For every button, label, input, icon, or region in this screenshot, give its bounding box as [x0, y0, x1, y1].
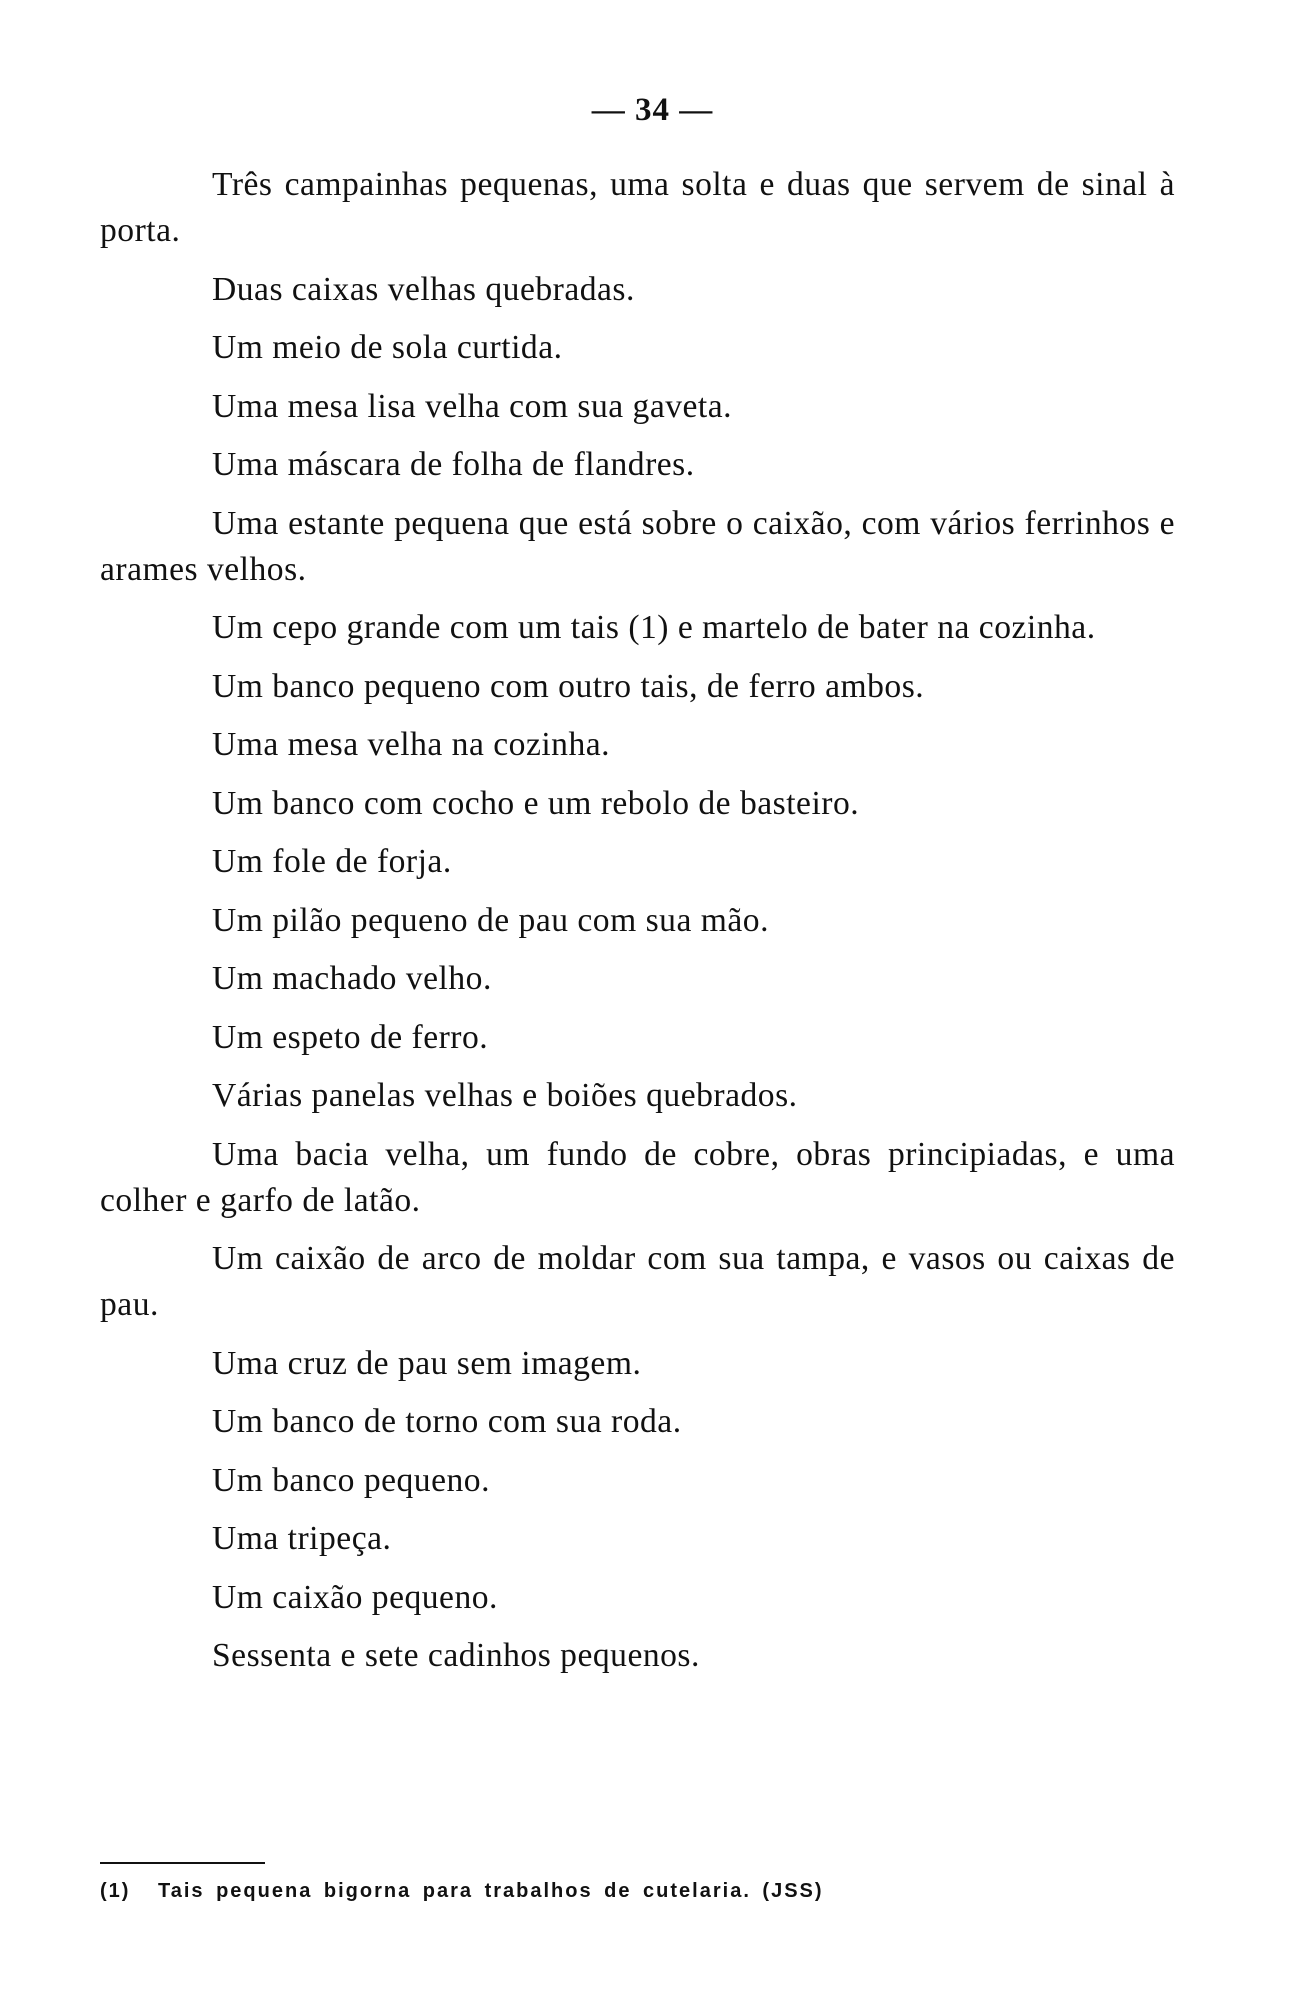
paragraph: Sessenta e sete cadinhos pequenos. — [212, 1637, 700, 1674]
paragraph: Um fole de forja. — [212, 843, 452, 880]
page-number: — 34 — — [591, 92, 714, 128]
paragraph: Uma cruz de pau sem imagem. — [212, 1344, 642, 1382]
paragraph: Uma mesa lisa velha com sua gaveta. — [212, 387, 733, 425]
footnote — [100, 1880, 1175, 1903]
paragraph: Um cepo grande com um tais (1) e martelo de bater na cozinha. — [212, 609, 1096, 646]
paragraph: Uma estante pequena que está sobre o caixão, com vários ferrinhos e arames velhos. — [100, 504, 1175, 588]
paragraph: Um caixão de arco de moldar com sua tampa, e vasos ou caixas de pau. — [100, 1240, 1175, 1323]
paragraph: Duas caixas velhas quebradas. — [212, 270, 635, 308]
inventory-list — [100, 162, 1175, 1692]
paragraph: Um espeto de ferro. — [212, 1018, 489, 1056]
paragraph: Um meio de sola curtida. — [212, 329, 563, 366]
footnote-divider — [100, 1862, 265, 1864]
paragraph: Um pilão pequeno de pau com sua mão. — [212, 901, 769, 939]
paragraph: Um banco de torno com sua roda. — [212, 1403, 682, 1440]
footnote-text: Tais pequena bigorna para trabalhos de cutelaria. (JSS) — [158, 1880, 824, 1902]
paragraph: Uma bacia velha, um fundo de cobre, obras principiadas, e uma colher e garfo de latão. — [100, 1135, 1175, 1219]
paragraph: Várias panelas velhas e boiões quebrados. — [212, 1077, 798, 1114]
paragraph: Uma tripeça. — [212, 1520, 392, 1557]
paragraph: Um machado velho. — [212, 960, 492, 997]
paragraph: Um banco com cocho e um rebolo de basteiro. — [212, 784, 860, 822]
paragraph: Um caixão pequeno. — [212, 1578, 498, 1616]
paragraph: Um banco pequeno. — [212, 1461, 490, 1499]
paragraph: Uma mesa velha na cozinha. — [212, 726, 611, 763]
paragraph: Três campainhas pequenas, uma solta e duas que servem de sinal à porta. — [100, 166, 1175, 249]
paragraph: Uma máscara de folha de flandres. — [212, 446, 695, 483]
paragraph: Um banco pequeno com outro tais, de ferro ambos. — [212, 667, 925, 705]
footnote-marker: (1) — [100, 1880, 131, 1902]
